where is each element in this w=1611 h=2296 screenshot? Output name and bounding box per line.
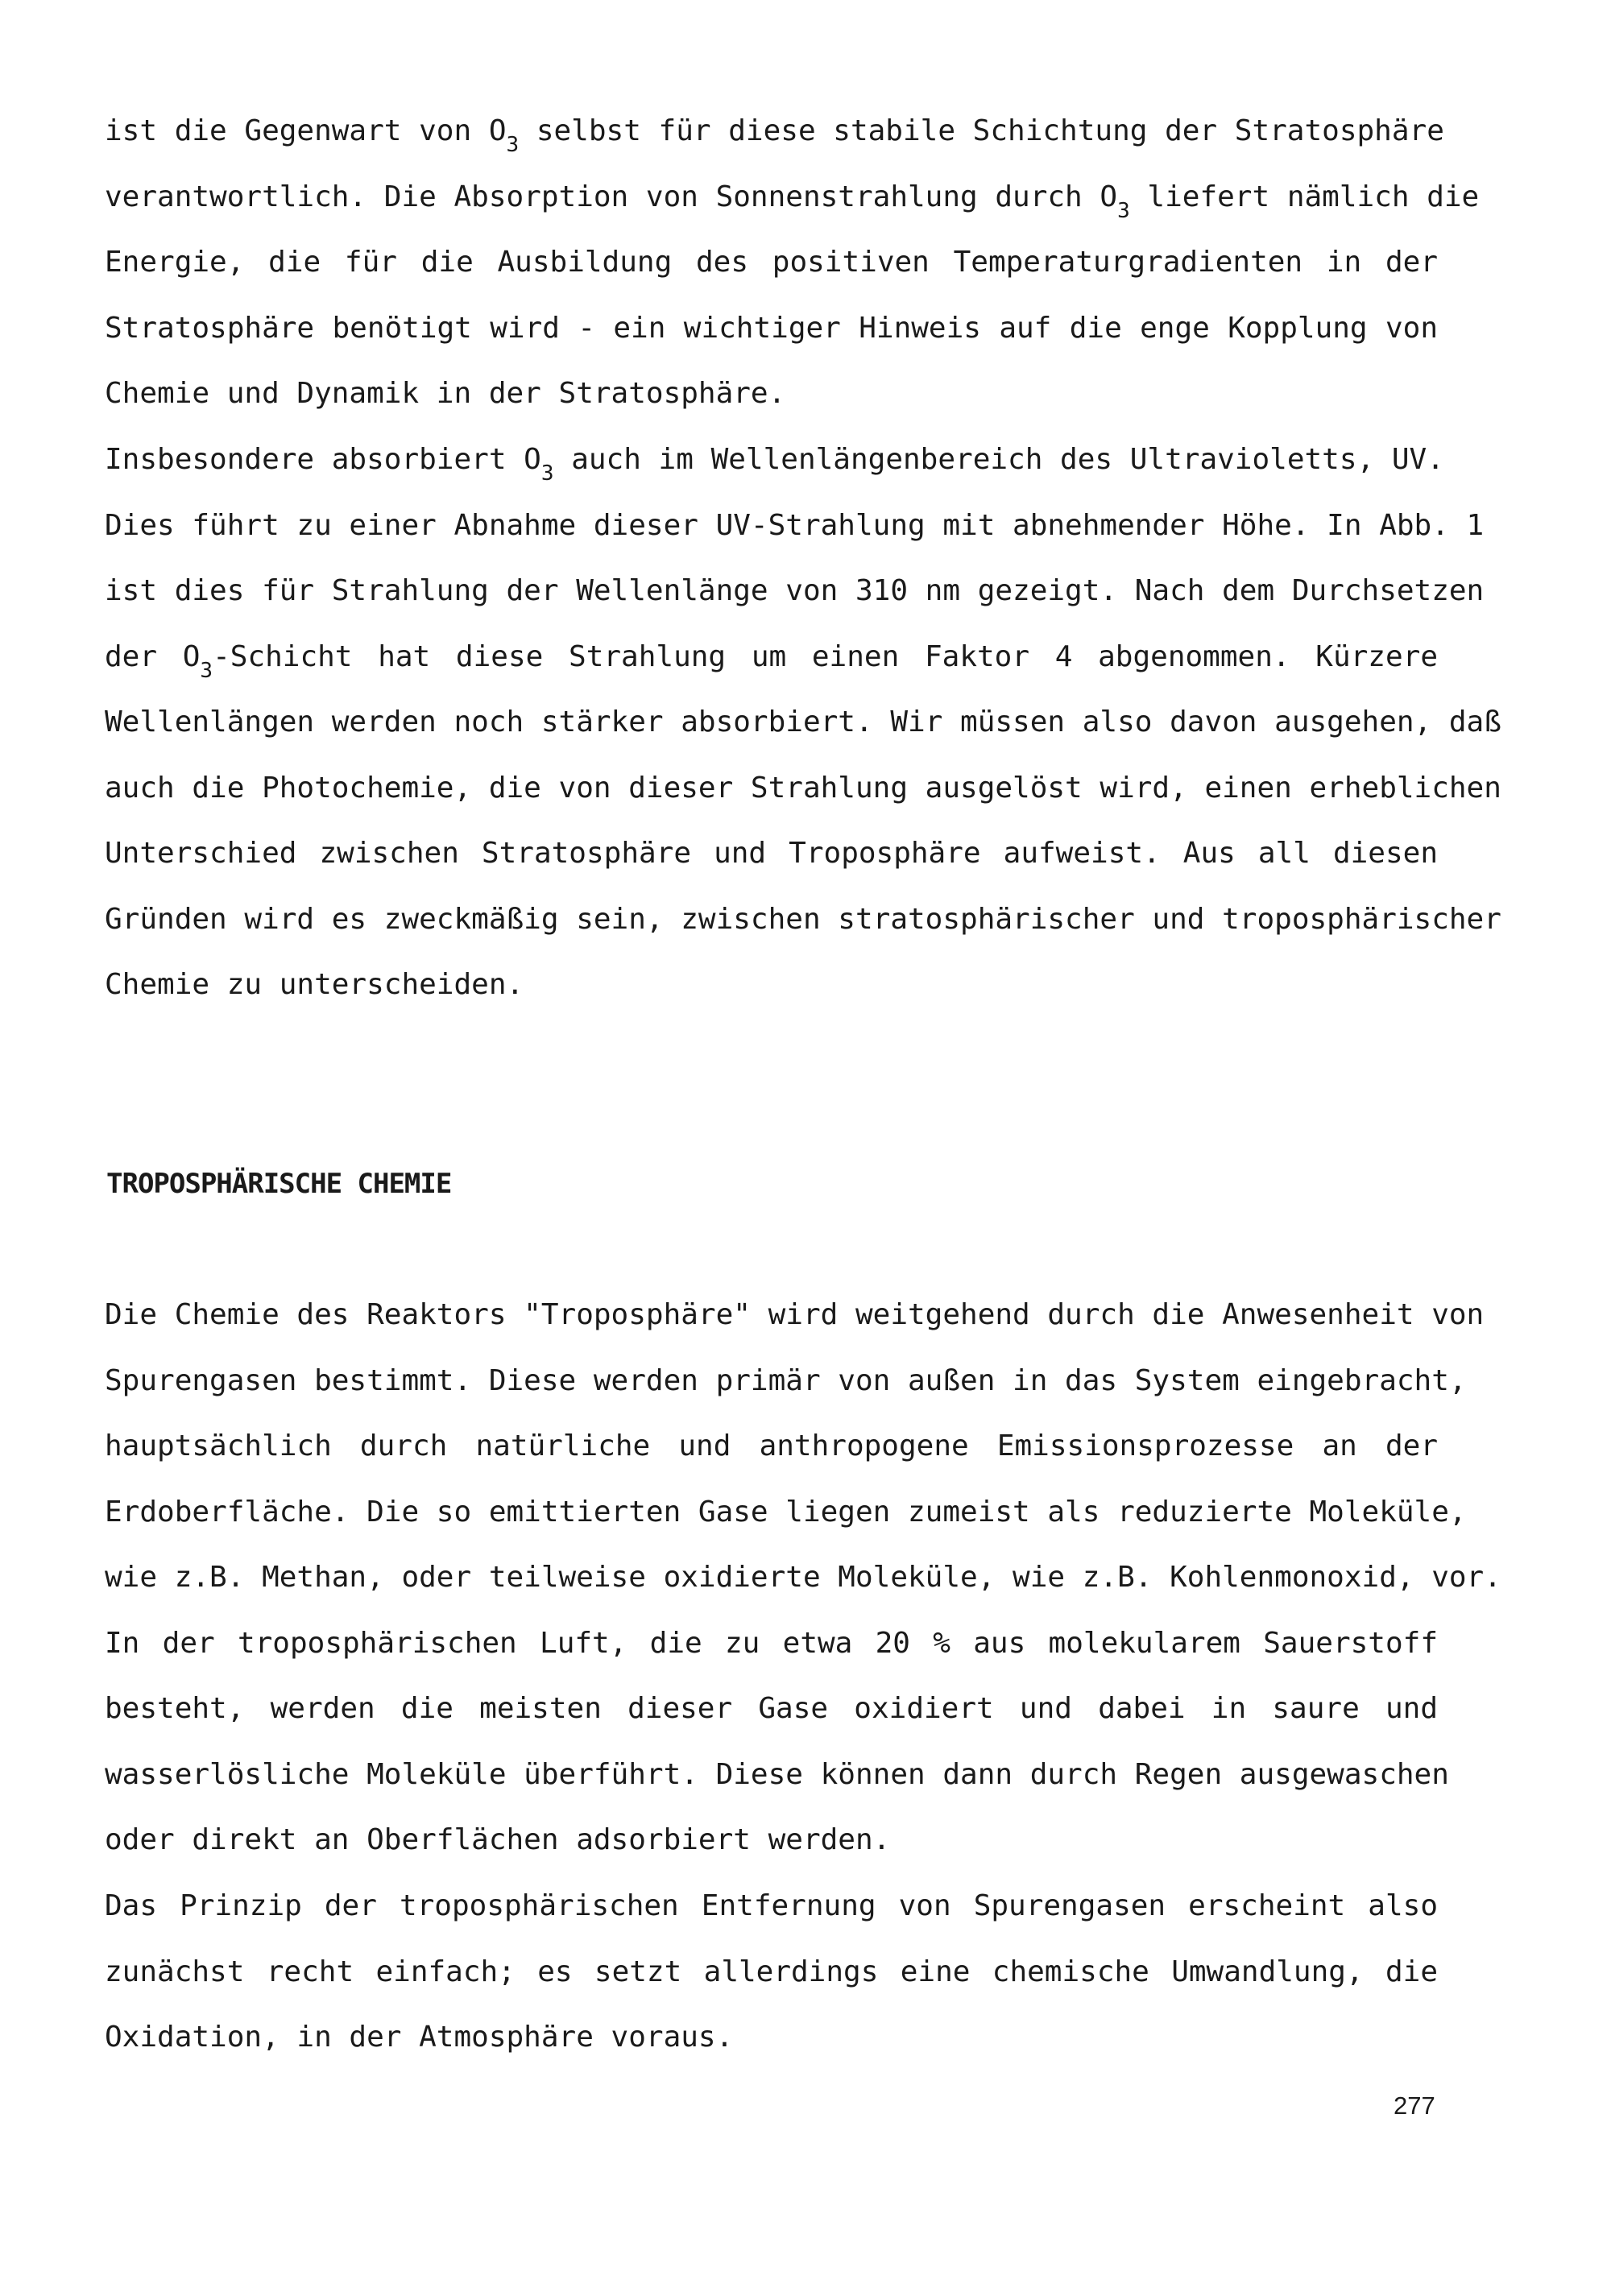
text-line: Wellenlängen werden noch stärker absorbiert. Wir müssen also davon ausgehen, daß: [105, 705, 1501, 738]
text-line: Gründen wird es zweckmäßig sein, zwischen stratosphärischer und troposphärischer: [105, 902, 1501, 936]
subscript: 3: [540, 461, 554, 486]
paragraph-troposphere-chemistry: [105, 1282, 1501, 1873]
section-heading: TROPOSPHÄRISCHE CHEMIE: [106, 1168, 452, 1200]
text-line: In der troposphärischen Luft, die zu etwa 20 % aus molekularem Sauerstoff: [105, 1626, 1438, 1660]
text-line: Erdoberfläche. Die so emittierten Gase liegen zumeist als reduzierte Moleküle,: [105, 1495, 1467, 1529]
subscript: 3: [200, 658, 213, 683]
text-line: ist die Gegenwart von $O_3$ selbst für diese stabile Schichtung der Stratosphäre: [105, 114, 1444, 157]
text-line: Oxidation, in der Atmosphäre voraus.: [105, 2021, 734, 2054]
page-number: 277: [1394, 2091, 1435, 2120]
text-line: Insbesondere absorbiert $O_3$ auch im Wellenlängenbereich des Ultravioletts, UV.: [105, 443, 1444, 486]
subscript: 3: [1117, 198, 1130, 223]
text-line: Chemie zu unterscheiden.: [105, 968, 524, 1001]
subscript: 3: [506, 133, 520, 157]
text-line: Unterschied zwischen Stratosphäre und Troposphäre aufweist. Aus all diesen: [105, 837, 1438, 870]
text-line: Spurengasen bestimmt. Diese werden primär von außen in das System eingebracht,: [105, 1363, 1467, 1397]
text-line: Chemie und Dynamik in der Stratosphäre.: [105, 377, 786, 410]
text-line: auch die Photochemie, die von dieser Strahlung ausgelöst wird, einen erheblichen: [105, 771, 1501, 805]
text-line: Dies führt zu einer Abnahme dieser UV-Strahlung mit abnehmender Höhe. In Abb. 1: [105, 508, 1485, 542]
text-line: ist dies für Strahlung der Wellenlänge von 310 nm gezeigt. Nach dem Durchsetzen: [105, 574, 1485, 607]
paragraph-uv-absorption: [105, 427, 1501, 1018]
text-line: wie z.B. Methan, oder teilweise oxidierte Moleküle, wie z.B. Kohlenmonoxid, vor.: [105, 1561, 1501, 1594]
text-line: zunächst recht einfach; es setzt allerdings eine chemische Umwandlung, die: [105, 1955, 1438, 1988]
text-line: Energie, die für die Ausbildung des positiven Temperaturgradienten in der: [105, 246, 1438, 279]
paragraph-ozone-stratification: [105, 98, 1480, 427]
text-line: oder direkt an Oberflächen adsorbiert werden.: [105, 1823, 891, 1856]
text-line: verantwortlich. Die Absorption von Sonnenstrahlung durch $O_3$ liefert nämlich die: [105, 180, 1480, 223]
text-line: Die Chemie des Reaktors "Troposphäre" wird weitgehend durch die Anwesenheit von: [105, 1298, 1485, 1331]
paragraph-removal-principle: [105, 1873, 1438, 2071]
text-line: der $O_3$-Schicht hat diese Strahlung um einen Faktor 4 abgenommen. Kürzere: [105, 639, 1438, 683]
text-line: besteht, werden die meisten dieser Gase oxidiert und dabei in saure und: [105, 1692, 1438, 1725]
text-line: Das Prinzip der troposphärischen Entfernung von Spurengasen erscheint also: [105, 1889, 1438, 1922]
text-line: hauptsächlich durch natürliche und anthropogene Emissionsprozesse an der: [105, 1429, 1438, 1462]
text-line: Stratosphäre benötigt wird - ein wichtiger Hinweis auf die enge Kopplung von: [105, 311, 1438, 345]
text-line: wasserlösliche Moleküle überführt. Diese können dann durch Regen ausgewaschen: [105, 1757, 1449, 1791]
